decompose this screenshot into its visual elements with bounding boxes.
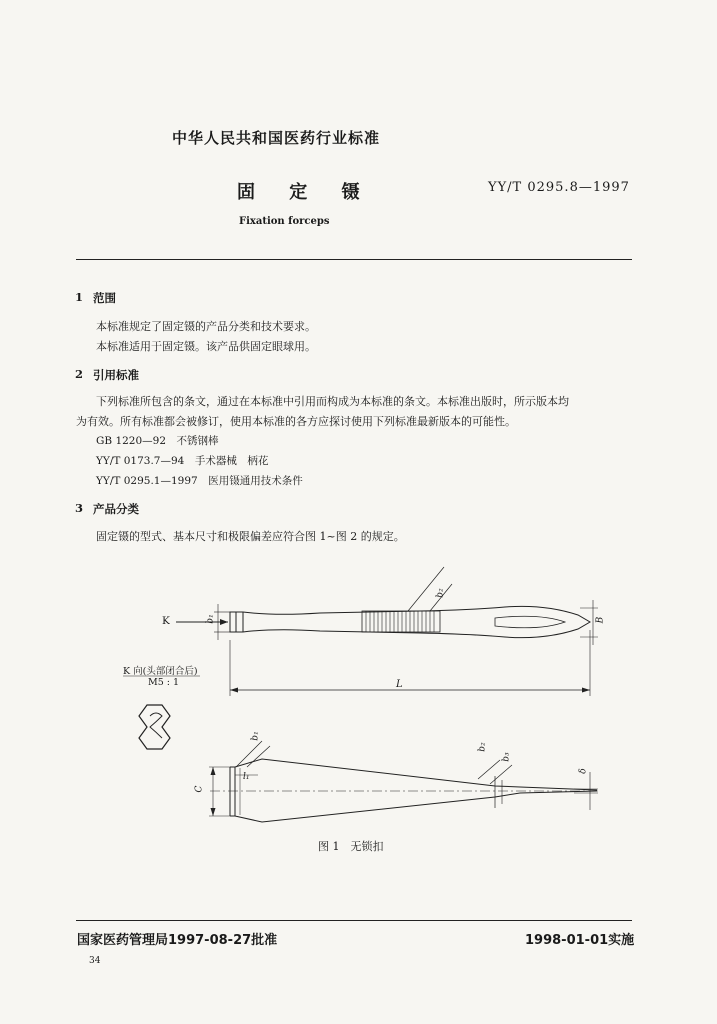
section-2-line-1: 下列标准所包含的条文，通过在本标准中引用而构成为本标准的条文。本标准出版时，所示版本均 [96, 395, 569, 408]
section-3-heading: 产品分类 [93, 502, 139, 516]
section-2-line-2: 为有效。所有标准都会被修订，使用本标准的各方应探讨使用下列标准最新版本的可能性。 [76, 415, 516, 428]
label-delta: δ [578, 768, 589, 774]
section-1-heading: 范围 [93, 291, 116, 305]
label-scale: M5 : 1 [148, 677, 180, 688]
label-b1-top-view: b₁ [205, 614, 216, 624]
standard-number: YY/T 0295.8—1997 [488, 180, 630, 195]
label-k-view: K 向(头部闭合后) [123, 666, 198, 677]
label-l1: l₁ [243, 772, 250, 782]
label-b1-side-view: b₁ [250, 731, 261, 741]
section-3-number: 3 [75, 501, 84, 515]
label-b3: b₃ [501, 752, 512, 762]
section-1-line-2: 本标准适用于固定镊。该产品供固定眼球用。 [96, 340, 316, 353]
section-1-line-1: 本标准规定了固定镊的产品分类和技术要求。 [96, 320, 316, 333]
label-b2-side-view: b₂ [477, 742, 488, 752]
section-3-line-1: 固定镊的型式、基本尺寸和极限偏差应符合图 1~图 2 的规定。 [96, 530, 405, 543]
label-b2-top-view: b₂ [435, 588, 446, 598]
org-standard-heading: 中华人民共和国医药行业标准 [172, 129, 381, 147]
label-c: C [194, 785, 205, 793]
english-title: Fixation forceps [239, 216, 330, 227]
label-b-top-view: B [595, 616, 606, 624]
footer-rule [76, 920, 632, 921]
issued-by-date: 国家医药管理局1997-08-27批准 [77, 933, 278, 948]
reference-yyt-0173: YY/T 0173.7—94 手术器械 柄花 [96, 455, 269, 467]
section-1-number: 1 [75, 290, 84, 304]
section-2-heading: 引用标准 [93, 368, 139, 382]
page-number: 34 [89, 956, 101, 966]
label-length: L [396, 679, 403, 690]
section-2-number: 2 [75, 367, 84, 381]
reference-gb-1220: GB 1220—92 不锈钢棒 [96, 435, 219, 447]
implementation-date: 1998-01-01实施 [525, 933, 635, 948]
document-title: 固 定 镊 [237, 182, 374, 203]
label-k-arrow: K [162, 615, 170, 627]
figure-caption: 图 1 无锁扣 [318, 840, 384, 853]
reference-yyt-0295-1: YY/T 0295.1—1997 医用镊通用技术条件 [96, 475, 303, 487]
